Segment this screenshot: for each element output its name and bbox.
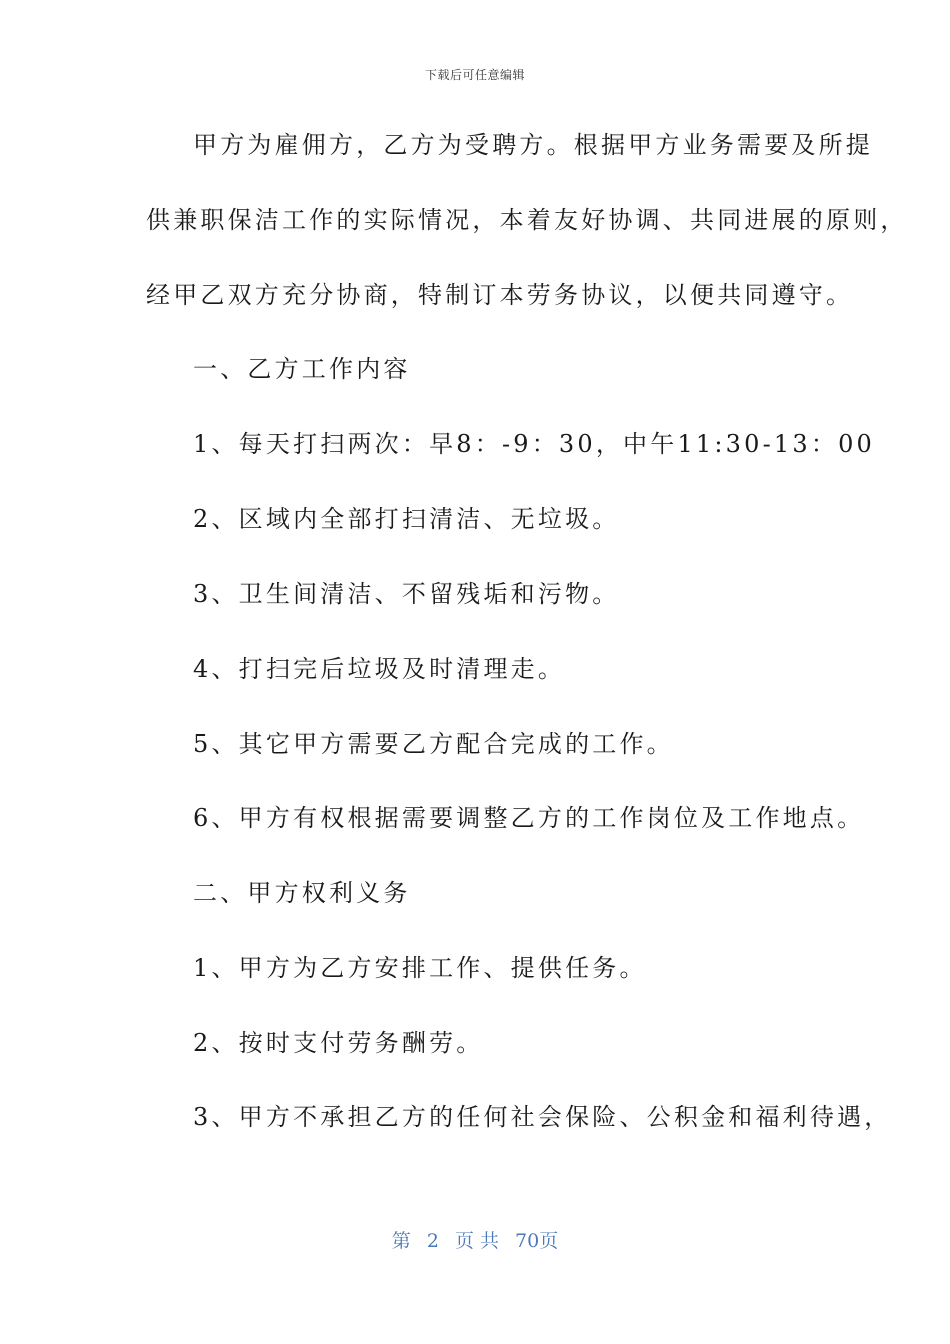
footer-page-number: 2: [426, 1230, 439, 1252]
list-item: 4、打扫完后垃圾及时清理走。: [193, 655, 566, 683]
footer-total-pages: 70页: [515, 1230, 559, 1252]
list-item: 6、甲方有权根据需要调整乙方的工作岗位及工作地点。: [193, 804, 865, 832]
list-item: 2、区域内全部打扫清洁、无垃圾。: [193, 505, 620, 533]
list-item: 3、甲方不承担乙方的任何社会保险、公积金和福利待遇，: [193, 1103, 892, 1131]
list-item: 3、卫生间清洁、不留残垢和污物。: [193, 580, 620, 608]
paragraph-line: 甲方为雇佣方，乙方为受聘方。根据甲方业务需要及所提: [193, 131, 873, 159]
paragraph-line: 经甲乙双方充分协商，特制订本劳务协议，以便共同遵守。: [146, 281, 854, 309]
page-footer: [0, 1226, 950, 1253]
section-heading: 一、乙方工作内容: [193, 355, 411, 383]
list-item: 1、每天打扫两次：早8：-9：30，中午11:30-13：00: [193, 430, 876, 458]
list-item: 5、其它甲方需要乙方配合完成的工作。: [193, 730, 674, 758]
list-item: 2、按时支付劳务酬劳。: [193, 1029, 484, 1057]
list-item: 1、甲方为乙方安排工作、提供任务。: [193, 954, 647, 982]
paragraph-line: 供兼职保洁工作的实际情况，本着友好协调、共同进展的原则，: [146, 206, 908, 234]
section-heading: 二、甲方权利义务: [193, 879, 411, 907]
header-note: 下载后可任意编辑: [424, 68, 525, 82]
footer-prefix: 第: [391, 1230, 411, 1252]
footer-middle: 页 共: [454, 1230, 499, 1252]
